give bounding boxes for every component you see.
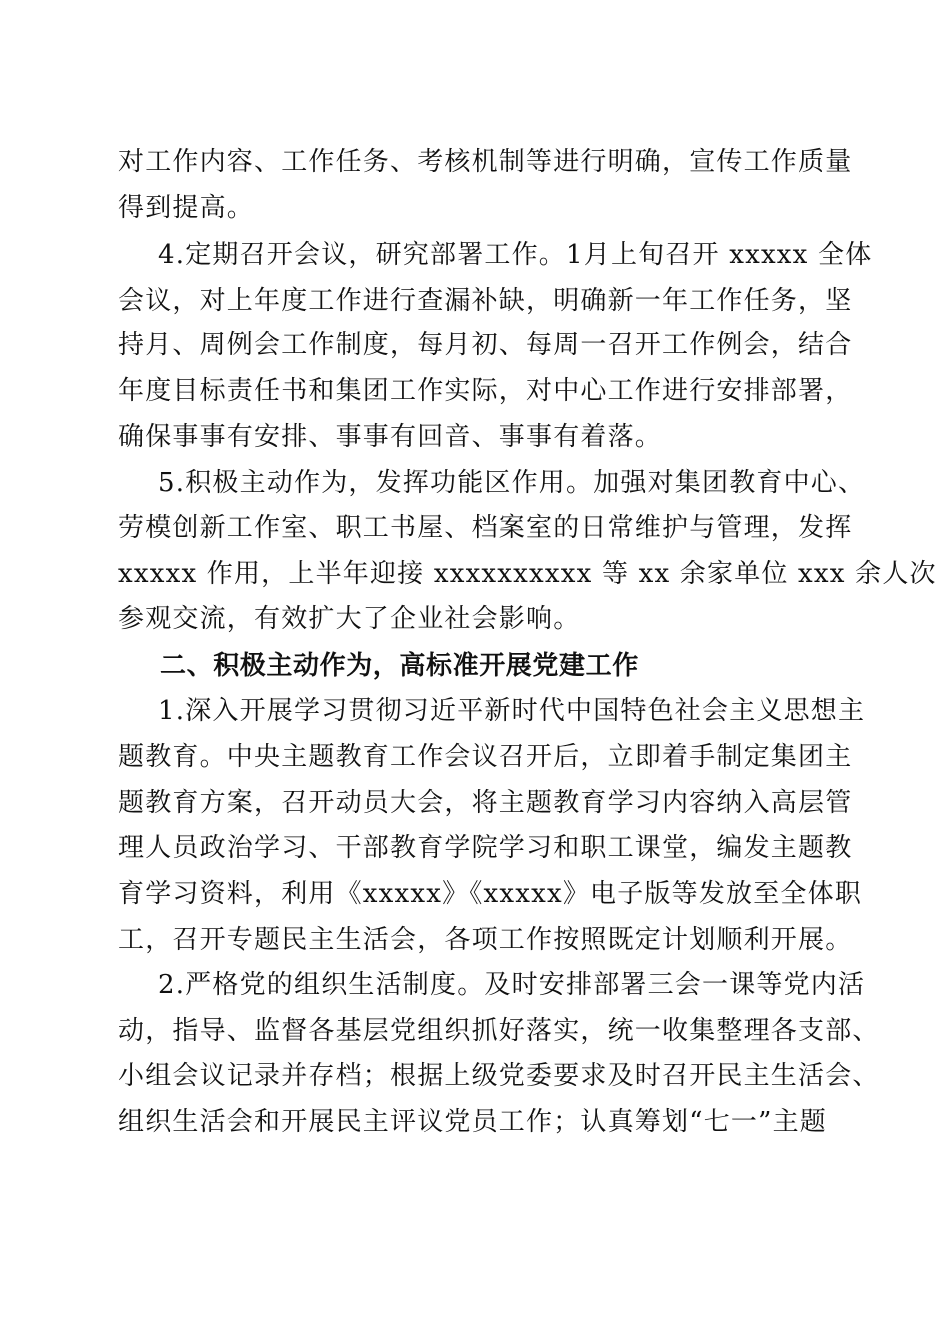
paragraph-line: 育学习资料，利用《xxxxx》《xxxxx》电子版等发放至全体职 — [118, 879, 863, 909]
paragraph-line: 理人员政治学习、干部教育学院学习和职工课堂，编发主题教 — [118, 833, 853, 863]
paragraph-line: 对工作内容、工作任务、考核机制等进行明确，宣传工作质量 — [118, 147, 853, 177]
paragraph-line: 组织生活会和开展民主评议党员工作；认真筹划“七一”主题 — [118, 1107, 827, 1137]
paragraph-line: 工，召开专题民主生活会，各项工作按照既定计划顺利开展。 — [118, 925, 853, 955]
paragraph-line: 年度目标责任书和集团工作实际，对中心工作进行安排部署， — [118, 376, 853, 406]
paragraph-line: 持月、周例会工作制度，每月初、每周一召开工作例会，结合 — [118, 330, 853, 360]
paragraph-line: xxxxx 作用，上半年迎接 xxxxxxxxxx 等 xx 余家单位 xxx 余人次 — [118, 559, 937, 589]
paragraph-line: 会议，对上年度工作进行查漏补缺，明确新一年工作任务，坚 — [118, 286, 853, 316]
paragraph-line: 题教育方案，召开动员大会，将主题教育学习内容纳入高层管 — [118, 788, 853, 818]
paragraph-line: 1.深入开展学习贯彻习近平新时代中国特色社会主义思想主 — [158, 696, 866, 726]
paragraph-line: 5.积极主动作为，发挥功能区作用。加强对集团教育中心、 — [158, 468, 866, 498]
paragraph-line: 小组会议记录并存档；根据上级党委要求及时召开民主生活会、 — [118, 1061, 880, 1091]
paragraph-line: 参观交流，有效扩大了企业社会影响。 — [118, 604, 581, 634]
paragraph-line: 4.定期召开会议，研究部署工作。1月上旬召开 xxxxx 全体 — [158, 240, 873, 270]
paragraph-line: 题教育。中央主题教育工作会议召开后，立即着手制定集团主 — [118, 742, 853, 772]
paragraph-line: 2.严格党的组织生活制度。及时安排部署三会一课等党内活 — [158, 970, 866, 1000]
paragraph-line: 劳模创新工作室、职工书屋、档案室的日常维护与管理，发挥 — [118, 513, 853, 543]
paragraph-line: 确保事事有安排、事事有回音、事事有着落。 — [118, 422, 663, 452]
paragraph-line: 动，指导、监督各基层党组织抓好落实，统一收集整理各支部、 — [118, 1016, 880, 1046]
paragraph-line: 得到提高。 — [118, 193, 255, 223]
section-heading: 二、积极主动作为，高标准开展党建工作 — [160, 651, 639, 681]
